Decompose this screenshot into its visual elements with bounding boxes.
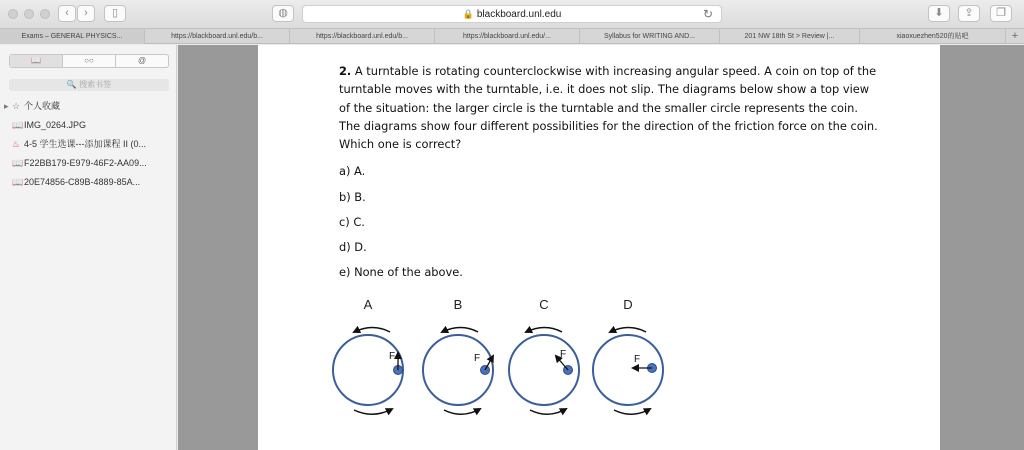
- book-icon: 📖: [12, 120, 24, 130]
- lock-icon: 🔒: [462, 9, 474, 19]
- tab[interactable]: https://blackboard.unl.edu/b...: [145, 29, 290, 44]
- answer-option-e: e) None of the above.: [339, 265, 463, 279]
- diagram-label: B: [453, 297, 463, 312]
- share-button[interactable]: [958, 5, 980, 22]
- sidebar-item-bookmark[interactable]: [12, 175, 172, 189]
- diagram-c: [509, 297, 579, 414]
- reading-list-tab-icon[interactable]: ○○: [63, 55, 116, 67]
- privacy-report-button[interactable]: [272, 5, 294, 22]
- question-body: A turntable is rotating counterclockwise with increasing angular speed. A coin on top of the turntable moves with the turntable, i.e. it does not slip. The diagrams below show a top view of the situation: the larger circle is the turntable and the smaller circle represents the coin. The diagrams show four different possibilities for the direction of the friction force on the coin. Which one is correct?: [339, 64, 878, 152]
- diagram-label: D: [623, 297, 633, 312]
- turntable-circle: [333, 335, 403, 405]
- close-window-button[interactable]: [8, 9, 18, 19]
- url-text: blackboard.unl.edu: [476, 9, 562, 20]
- sidebar-item-label: F22BB179-E979-46F2-AA09...: [24, 158, 147, 168]
- tabs-icon: ❐: [996, 7, 1006, 19]
- diagram-d: [593, 297, 663, 414]
- tab[interactable]: Syllabus for WRITING AND...: [580, 29, 720, 44]
- answer-option-d: d) D.: [339, 240, 367, 254]
- address-bar[interactable]: [302, 5, 722, 23]
- rotation-arrow-bottom: [444, 409, 480, 414]
- diagram-label: C: [539, 297, 549, 312]
- bookmark-search-input[interactable]: [9, 79, 169, 91]
- shield-icon: ◍: [278, 7, 288, 19]
- book-icon: 📖: [12, 177, 24, 187]
- new-tab-button[interactable]: [1006, 29, 1024, 44]
- sidebar-item-label: 20E74856-C89B-4889-85A...: [24, 177, 141, 187]
- rotation-arrow-top: [354, 328, 390, 333]
- tab[interactable]: 201 NW 18th St > Review |...: [720, 29, 860, 44]
- bookmark-search-placeholder: 搜索书签: [79, 80, 112, 89]
- tab-bar: [0, 28, 1024, 44]
- sidebar-item-label: IMG_0264.JPG: [24, 120, 87, 130]
- book-icon: 📖: [12, 158, 24, 168]
- back-button[interactable]: [58, 5, 76, 22]
- sidebar-item-favorites[interactable]: [4, 99, 164, 113]
- sidebar-toggle-button[interactable]: [104, 5, 126, 22]
- diagram-label: A: [363, 297, 373, 312]
- diagram-a: [333, 297, 403, 414]
- answer-option-a: a) A.: [339, 164, 366, 178]
- tab[interactable]: xiaoxuezhen520的贴吧: [860, 29, 1006, 44]
- bookmarks-sidebar: [0, 45, 177, 450]
- answer-option-c: c) C.: [339, 215, 365, 229]
- sidebar-item-label: 个人收藏: [24, 101, 61, 111]
- force-label: F: [389, 351, 396, 362]
- rotation-arrow-bottom: [614, 409, 650, 414]
- force-label: F: [634, 354, 641, 365]
- sidebar-item-label: 4-5 学生选课---添加课程 II (0...: [24, 139, 147, 149]
- rotation-arrow-top: [610, 328, 646, 333]
- downloads-button[interactable]: [928, 5, 950, 22]
- star-icon: ☆: [12, 101, 21, 111]
- bookmarks-tab-icon[interactable]: 📖: [10, 55, 63, 67]
- tab[interactable]: https://blackboard.unl.edu/b...: [290, 29, 435, 44]
- tab-overview-button[interactable]: [990, 5, 1012, 22]
- disclosure-triangle-icon[interactable]: ▸: [4, 101, 9, 111]
- sidebar-item-bookmark[interactable]: [12, 156, 172, 170]
- chevron-right-icon: ›: [84, 7, 88, 19]
- download-icon: ⬇: [934, 7, 944, 19]
- question-text: [339, 62, 879, 153]
- question-number: 2.: [339, 64, 352, 78]
- rotation-arrow-top: [442, 328, 478, 333]
- share-icon: ⇪: [964, 7, 974, 19]
- minimize-window-button[interactable]: [24, 9, 34, 19]
- force-label: F: [560, 349, 567, 360]
- rotation-arrow-bottom: [530, 409, 566, 414]
- search-icon: 🔍: [66, 80, 77, 89]
- friction-diagrams: [328, 295, 688, 435]
- zoom-window-button[interactable]: [40, 9, 50, 19]
- shared-links-tab-icon[interactable]: @: [137, 56, 147, 65]
- fire-icon: ♨: [12, 139, 21, 149]
- forward-button[interactable]: [77, 5, 95, 22]
- sidebar-item-bookmark[interactable]: [12, 118, 172, 132]
- sidebar-item-bookmark[interactable]: [12, 137, 172, 151]
- browser-toolbar: [0, 0, 1024, 28]
- answer-option-b: b) B.: [339, 190, 366, 204]
- sidebar-icon: ▯: [111, 7, 119, 19]
- chevron-left-icon: ‹: [65, 7, 69, 19]
- diagram-b: [423, 297, 493, 414]
- rotation-arrow-top: [526, 328, 562, 333]
- plus-icon: +: [1011, 30, 1019, 42]
- document-page: [258, 45, 940, 450]
- sidebar-segment-control: [9, 54, 169, 68]
- reload-icon[interactable]: ↻: [702, 7, 713, 21]
- rotation-arrow-bottom: [354, 409, 392, 414]
- tab[interactable]: Exams – GENERAL PHYSICS...: [0, 29, 145, 44]
- tab[interactable]: https://blackboard.unl.edu/...: [435, 29, 580, 44]
- force-label: F: [474, 353, 481, 364]
